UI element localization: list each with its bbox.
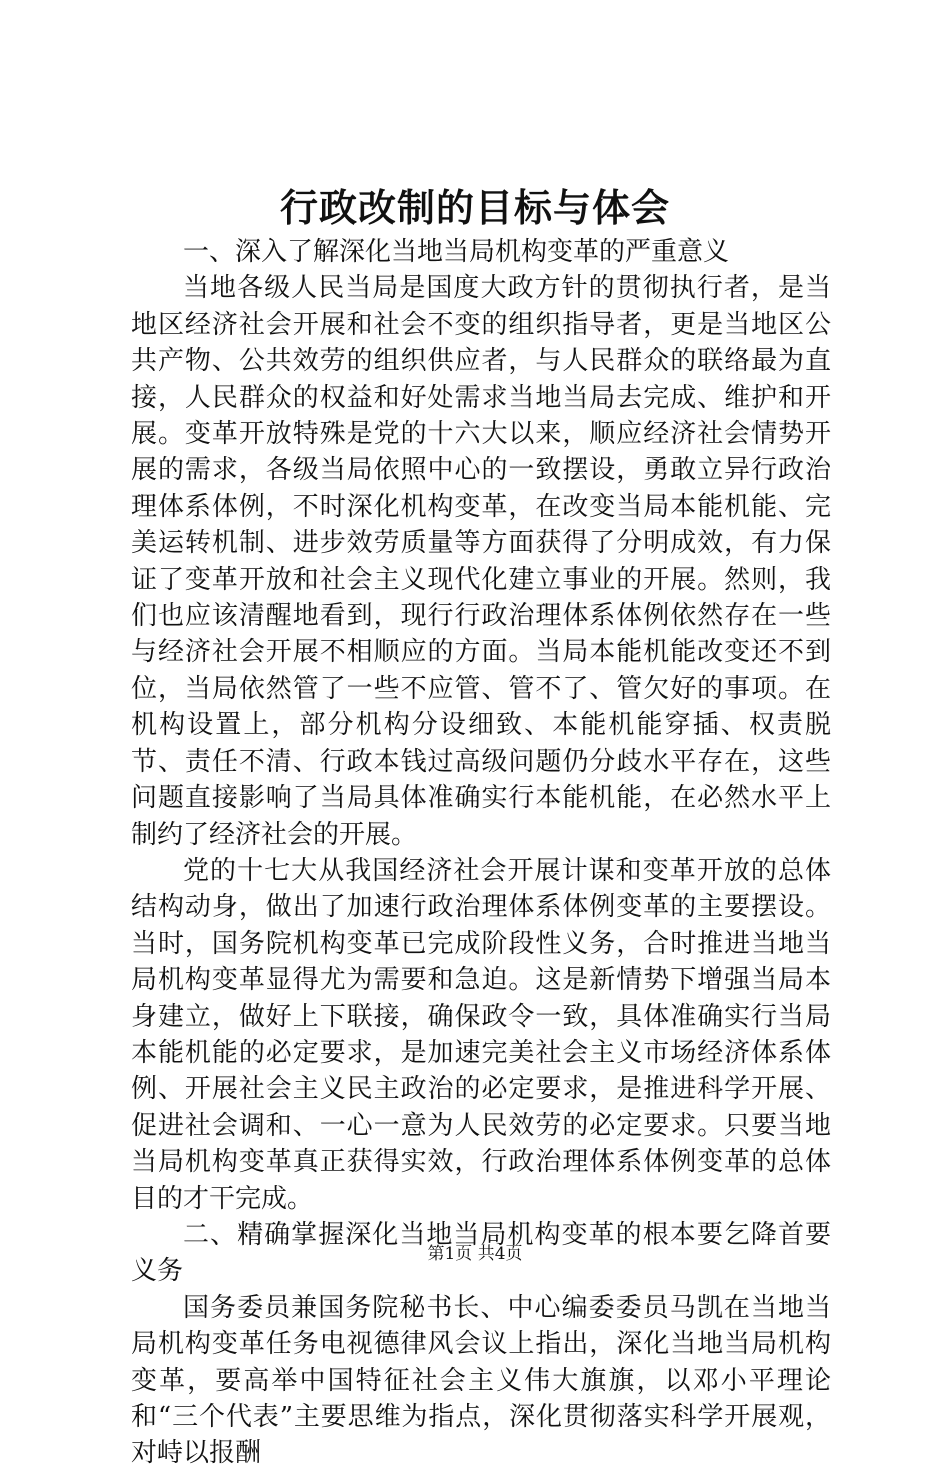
paragraph: 党的十七大从我国经济社会开展计谋和变革开放的总体结构动身，做出了加速行政治理体系体例变革的主要摆设。当时，国务院机构变革已完成阶段性义务，合时推进当地当局机构变革显得尤为需要和急迫。这是新情势下增强当局本身建立，做好上下联接，确保政令一致，具体准确实行当局本能机能的必定要求，是加速完美社会主义市场经济体系体例、开展社会主义民主政治的必定要求，是推进科学开展、促进社会调和、一心一意为人民效劳的必定要求。只要当地当局机构变革真正获得实效，行政治理体系体例变革的总体目的才干完成。 [131,855,831,1214]
paragraph: 当地各级人民当局是国度大政方针的贯彻执行者，是当地区经济社会开展和社会不变的组织指导者，更是当地区公共产物、公共效劳的组织供应者，与人民群众的联络最为直接，人民群众的权益和好处需求当地当局去完成、维护和开展。变革开放特殊是党的十六大以来，顺应经济社会情势开展的需求，各级当局依照中心的一致摆设，勇敢立异行政治理体系体例，不时深化机构变革，在改变当局本能机能、完美运转机制、进步效劳质量等方面获得了分明成效，有力保证了变革开放和社会主义现代化建立事业的开展。然则，我们也应该清醒地看到，现行行政治理体系体例依然存在一些与经济社会开展不相顺应的方面。当局本能机能改变还不到位，当局依然管了一些不应管、管不了、管欠好的事项。在机构设置上，部分机构分设细致、本能机能穿插、权责脱节、责任不清、行政本钱过高级问题仍分歧水平存在，这些问题直接影响了当局具体准确实行本能机能，在必然水平上制约了经济社会的开展。 [131,273,831,850]
section-heading-2: 二、精确掌握深化当地当局机构变革的根本要乞降首要义务 [131,1219,831,1287]
paragraph: 国务委员兼国务院秘书长、中心编委委员马凯在当地当局机构变革任务电视德律风会议上指出，深化当地当局机构变革，要高举中国特征社会主义伟大旗旗，以邓小平理论和“三个代表”主要思维为指点，深化贯彻落实科学开展观，对峙以报酬 [131,1292,831,1469]
document-body [131,234,831,1472]
page-number: 第1页 共4页 [427,1244,523,1264]
section-heading-1: 一、深入了解深化当地当局机构变革的严重意义 [183,237,730,267]
document-title: 行政改制的目标与体会 [279,185,670,230]
